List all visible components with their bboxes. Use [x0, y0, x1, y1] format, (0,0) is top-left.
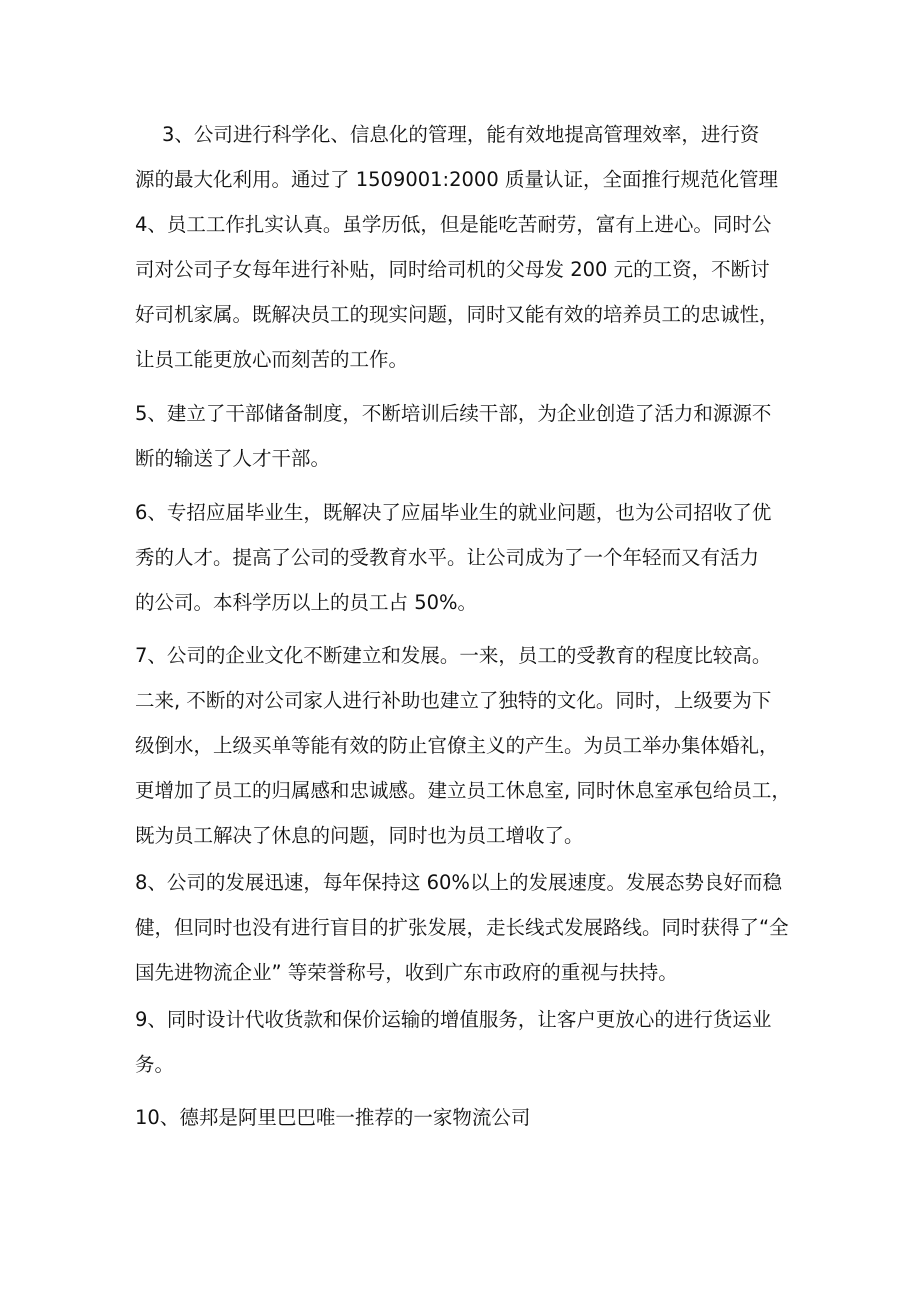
text-line: 二来, 不断的对公司家人进行补助也建立了独特的文化。同时，上级要为下	[135, 688, 772, 712]
text-line: 务。	[135, 1052, 175, 1076]
paragraph-item-7	[135, 633, 800, 858]
paragraph-item-8	[135, 860, 800, 995]
paragraph-item-5	[135, 391, 800, 481]
paragraph-item-9	[135, 997, 800, 1087]
text-line: 8、公司的发展迅速，每年保持这 60%以上的发展速度。发展态势良好而稳	[135, 870, 782, 894]
text-line: 6、专招应届毕业生，既解决了应届毕业生的就业问题，也为公司招收了优	[135, 500, 772, 524]
text-line: 4、员工工作扎实认真。虽学历低，但是能吃苦耐劳，富有上进心。同时公	[135, 212, 772, 236]
document-body	[135, 112, 800, 1140]
text-line: 10、德邦是阿里巴巴唯一推荐的一家物流公司	[135, 1105, 531, 1129]
paragraph-item-6	[135, 490, 800, 625]
text-line: 健，但同时也没有进行盲目的扩张发展，走长线式发展路线。同时获得了“全	[135, 915, 789, 939]
text-line: 国先进物流企业” 等荣誉称号，收到广东市政府的重视与扶持。	[135, 960, 678, 984]
text-line: 司对公司子女每年进行补贴，同时给司机的父母发 200 元的工资，不断讨	[135, 257, 770, 281]
text-line: 更增加了员工的归属感和忠诚感。建立员工休息室, 同时休息室承包给员工，	[135, 778, 791, 802]
text-line: 3、公司进行科学化、信息化的管理，能有效地提高管理效率，进行资	[162, 122, 760, 146]
paragraph-item-3	[135, 112, 800, 202]
paragraph-item-10	[135, 1095, 800, 1140]
paragraph-item-4	[135, 202, 800, 382]
text-line: 源的最大化利用。通过了 1509001:2000 质量认证，全面推行规范化管理	[135, 167, 778, 191]
text-line: 7、公司的企业文化不断建立和发展。一来，员工的受教育的程度比较高。	[135, 643, 772, 667]
text-line: 5、建立了干部储备制度，不断培训后续干部，为企业创造了活力和源源不	[135, 401, 772, 425]
text-line: 级倒水，上级买单等能有效的防止官僚主义的产生。为员工举办集体婚礼，	[135, 733, 779, 757]
text-line: 秀的人才。提高了公司的受教育水平。让公司成为了一个年轻而又有活力	[135, 545, 760, 569]
text-line: 让员工能更放心而刻苦的工作。	[135, 347, 409, 371]
text-line: 既为员工解决了休息的问题，同时也为员工增收了。	[135, 823, 584, 847]
text-line: 断的输送了人才干部。	[135, 446, 331, 470]
text-line: 好司机家属。既解决员工的现实问题，同时又能有效的培养员工的忠诚性，	[135, 302, 779, 326]
text-line: 的公司。本科学历以上的员工占 50%。	[135, 590, 478, 614]
text-line: 9、同时设计代收货款和保价运输的增值服务，让客户更放心的进行货运业	[135, 1007, 772, 1031]
